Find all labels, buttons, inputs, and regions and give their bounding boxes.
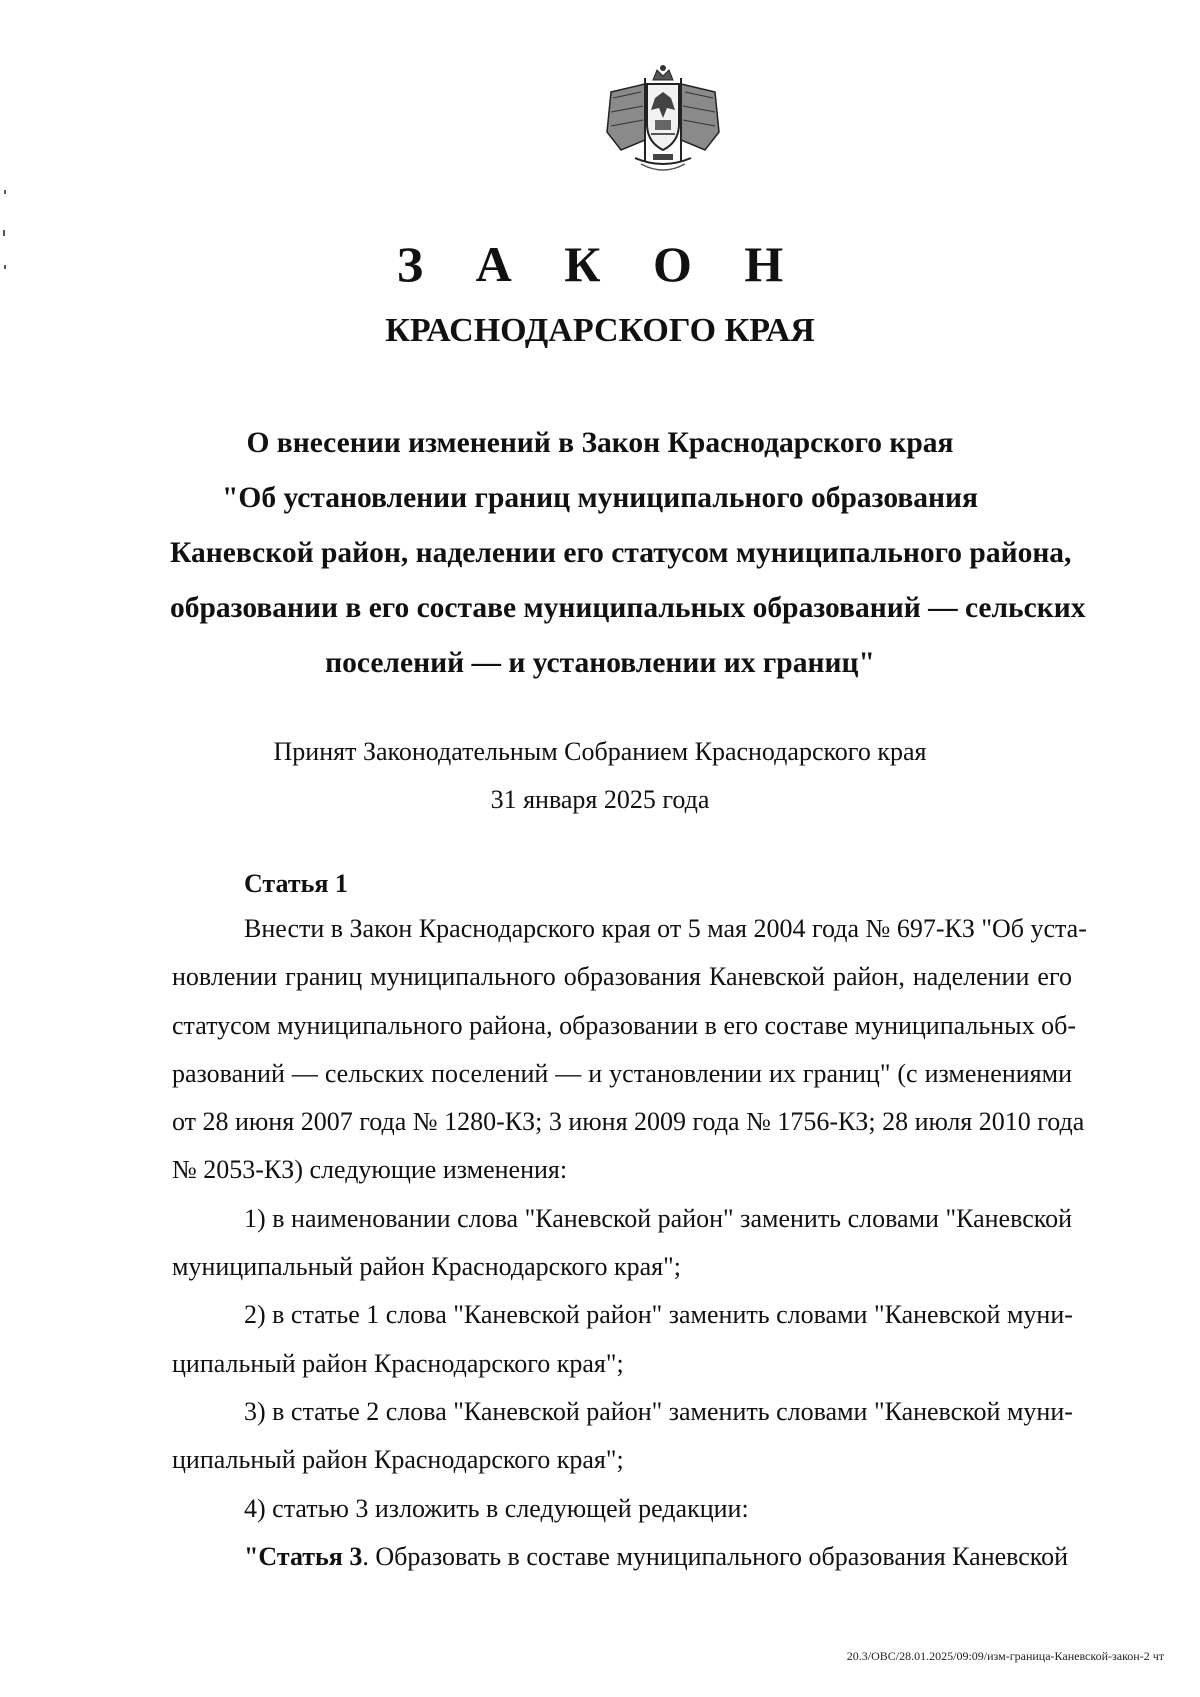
subject-line: Каневской район, наделении его статусом муниципального района,	[170, 537, 1072, 569]
body-line: 4) статью 3 изложить в следующей редакции:	[244, 1493, 749, 1523]
region-title: КРАСНОДАРСКОГО КРАЯ	[385, 312, 815, 349]
body-line: муниципальный район Краснодарского края";	[172, 1252, 681, 1282]
scan-speck	[4, 190, 6, 194]
body-line: от 28 июня 2007 года № 1280-КЗ; 3 июня 2009 года № 1756-КЗ; 28 июля 2010 года	[172, 1107, 1085, 1137]
body-line: 3) в статье 2 слова "Каневской район" заменить словами "Каневской муни-	[244, 1396, 1073, 1426]
subject-line: образовании в его составе муниципальных образований — сельских	[170, 592, 1086, 624]
body-line: статусом муниципального района, образовании в его составе муниципальных об-	[172, 1010, 1077, 1040]
law-title: З А К О Н	[396, 236, 804, 292]
body-line: № 2053-КЗ) следующие изменения:	[172, 1155, 568, 1185]
adoption-line: Принят Законодательным Собранием Краснодарского края	[273, 737, 927, 766]
body-line: ципальный район Краснодарского края";	[172, 1445, 624, 1475]
body-line: новлении границ муниципального образования Каневской район, наделении его	[172, 962, 1072, 992]
adoption-date: 31 января 2025 года	[490, 785, 710, 814]
body-line	[172, 1533, 1072, 1581]
subject-line: О внесении изменений в Закон Краснодарского края	[246, 427, 954, 459]
article-3-label: "Статья 3	[244, 1541, 363, 1571]
body-line: ципальный район Краснодарского края";	[172, 1348, 624, 1378]
body-line: Внести в Закон Краснодарского края от 5 мая 2004 года № 697-КЗ "Об уста-	[244, 914, 1087, 943]
adoption-note	[0, 728, 1200, 824]
document-code: 20.3/ОВС/28.01.2025/09:09/изм-граница-Каневской-закон-2 чт	[846, 1649, 1164, 1663]
coat-of-arms-icon	[601, 62, 725, 182]
subject-line: поселений — и установлении их границ"	[325, 647, 875, 679]
body-line-text: . Образовать в составе муниципального образования Каневской	[362, 1541, 1069, 1571]
article-heading: Статья 1	[244, 869, 348, 898]
body-line: 2) в статье 1 слова "Каневской район" заменить словами "Каневской муни-	[244, 1300, 1073, 1330]
article-body	[172, 905, 1087, 1581]
law-subject	[170, 416, 1086, 691]
subject-line: "Об установлении границ муниципального образования	[222, 482, 978, 514]
body-line: разований — сельских поселений — и установлении их границ" (с изменениями	[172, 1058, 1072, 1088]
body-line: 1) в наименовании слова "Каневской район" заменить словами "Каневской	[244, 1203, 1072, 1233]
